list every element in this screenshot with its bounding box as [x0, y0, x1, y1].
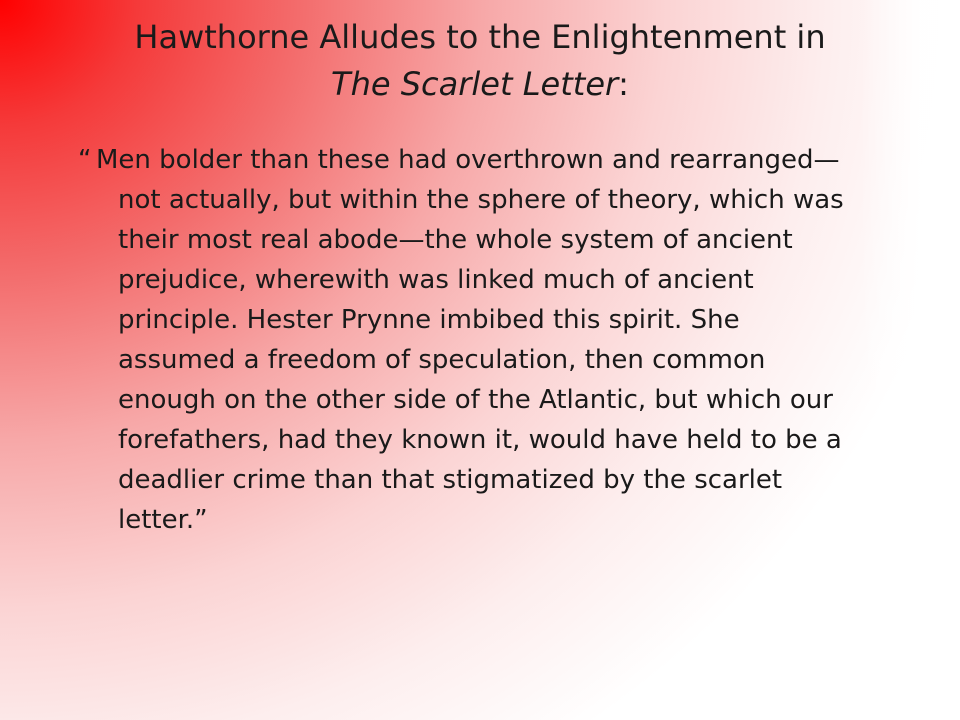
title-colon: :	[618, 65, 629, 103]
quote-paragraph	[78, 140, 856, 540]
title-line-1: Hawthorne Alludes to the Enlightenment in	[134, 18, 826, 56]
title-line-2	[40, 61, 920, 108]
slide-title	[40, 14, 920, 108]
book-title: The Scarlet Letter	[331, 65, 619, 103]
open-quote-mark: “	[78, 145, 92, 175]
quote-text: Men bolder than these had overthrown and rearranged—not actually, but within the sphere of theory, which was their most real abode—the whole system of ancient prejudice, wherewith was linked much of ancient principle. Hester Prynne imbibed this spirit. She assumed a freedom of speculation, then common enough on the other side of the Atlantic, but which our forefathers, had they known it, would have held to be a deadlier crime than that stigmatized by the scarlet letter.	[96, 145, 844, 535]
background-fade	[860, 0, 960, 720]
close-quote-mark: ”	[194, 505, 208, 535]
